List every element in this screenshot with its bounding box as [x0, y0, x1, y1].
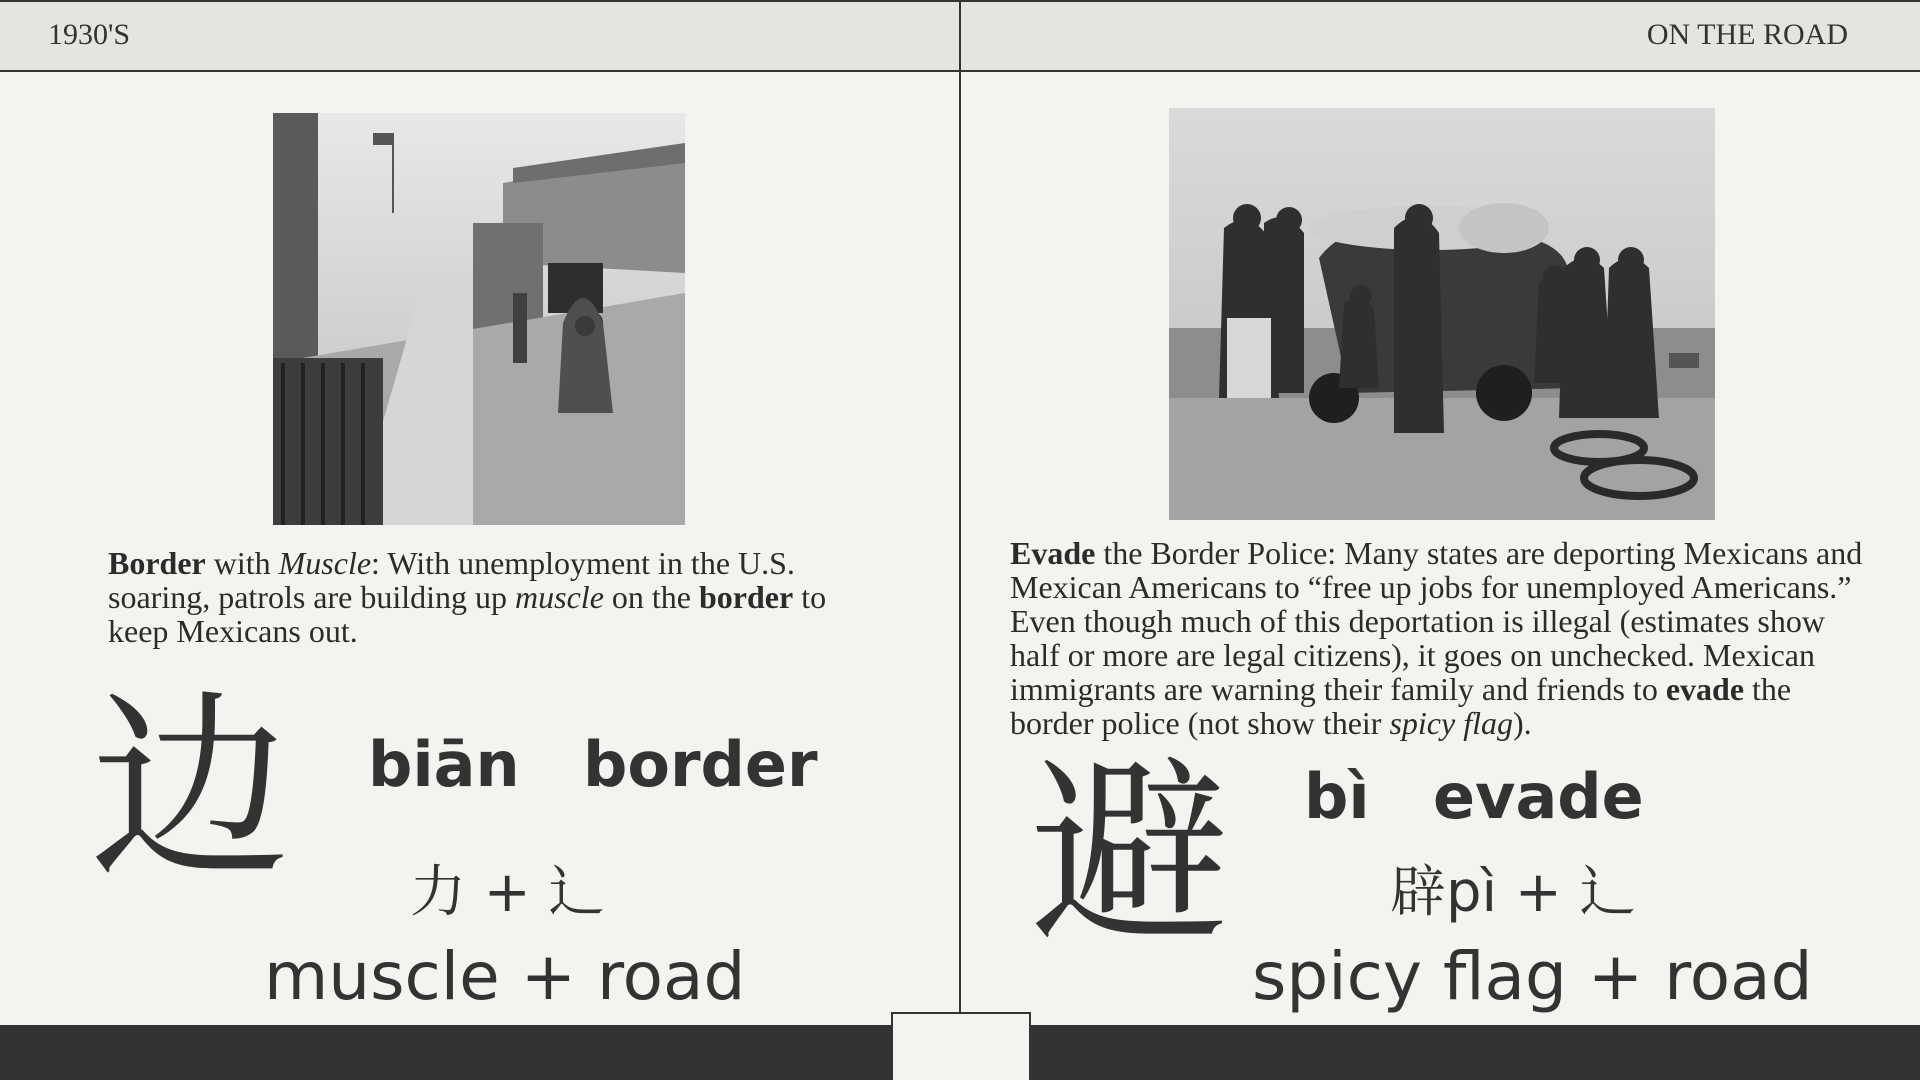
meaning-bi: spicy flag + road	[1252, 938, 1813, 1015]
era-label: 1930'S	[48, 18, 131, 51]
left-caption: Border with Muscle: With unemployment in the U.S. soaring, patrols are building up muscle on the border to keep Mexicans out.	[108, 545, 827, 649]
pinyin-bi: bì	[1304, 760, 1370, 833]
page-divider	[959, 0, 961, 1014]
gloss-border: border	[583, 728, 818, 801]
roadside-family-photo-icon	[1169, 108, 1715, 520]
caption-keyword-evade: Evade	[1010, 535, 1096, 571]
character-bi: 避	[1030, 738, 1231, 971]
page-tab[interactable]	[891, 1012, 1031, 1080]
pinyin-bian: biān	[368, 728, 520, 801]
meaning-bian: muscle + road	[264, 938, 746, 1015]
border-crossing-photo-icon	[273, 113, 685, 525]
section-label: ON THE ROAD	[1646, 18, 1848, 51]
gloss-evade: evade	[1433, 760, 1644, 833]
formula-bi: 辟pì + 辶	[1390, 860, 1636, 925]
character-bian: 边	[90, 673, 291, 906]
formula-bian: 力 + 辶	[410, 860, 605, 925]
caption-keyword-border: Border	[108, 545, 206, 581]
right-caption: Evade the Border Police: Many states are deporting Mexicans and Mexican Americans to “free up jobs for unemployed Americans.” Even though much of this deportation is illegal (estimates show half or more are legal citizens), it goes on unchecked. Mexican immigrants are warning their family and friends to evade the border police (not show their spicy flag).	[1010, 535, 1863, 741]
